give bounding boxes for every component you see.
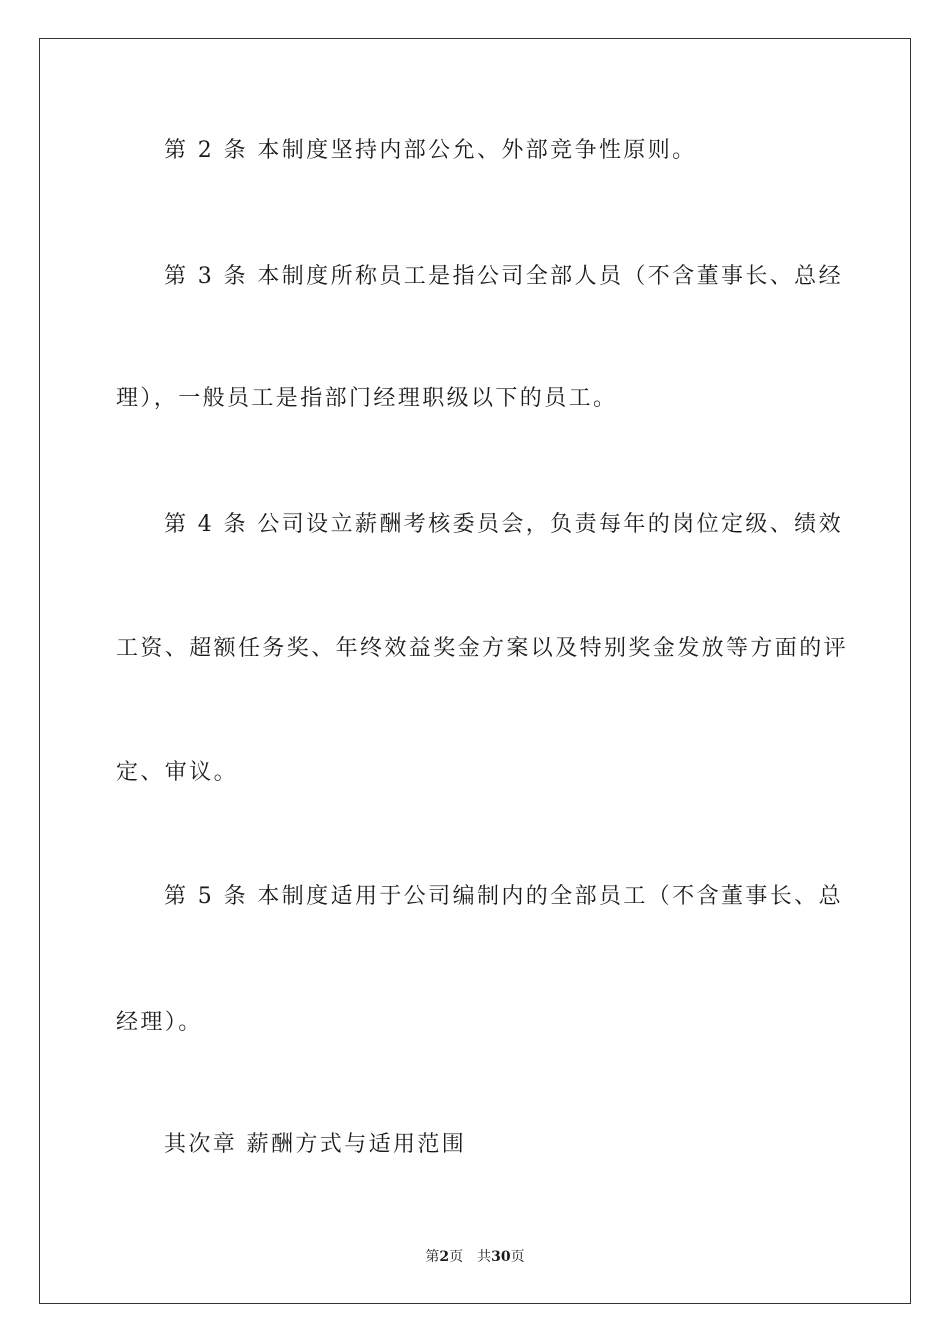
footer-total-prefix: 共	[477, 1249, 492, 1265]
footer-total-suffix: 页	[510, 1249, 525, 1265]
chapter-heading: 其次章 薪酬方式与适用范围	[164, 1132, 467, 1157]
footer-page-prefix: 第	[425, 1249, 440, 1265]
page-footer	[0, 1247, 950, 1267]
page-border	[39, 38, 911, 1304]
article-4-line-2: 工资、超额任务奖、年终效益奖金方案以及特别奖金发放等方面的评	[116, 636, 849, 661]
article-5-line-2: 经理）。	[116, 1010, 203, 1035]
article-4-line-3: 定、审议。	[116, 760, 239, 785]
footer-page-suffix: 页	[449, 1249, 464, 1265]
article-5-line-1: 第 5 条 本制度适用于公司编制内的全部员工（不含董事长、总	[164, 884, 843, 909]
article-2-line: 第 2 条 本制度坚持内部公允、外部竞争性原则。	[164, 138, 697, 163]
article-3-line-1: 第 3 条 本制度所称员工是指公司全部人员（不含董事长、总经	[164, 264, 843, 289]
footer-page-total: 30	[491, 1249, 511, 1265]
footer-page-current: 2	[439, 1249, 450, 1265]
article-4-line-1: 第 4 条 公司设立薪酬考核委员会，负责每年的岗位定级、绩效	[164, 512, 843, 537]
article-3-line-2: 理），一般员工是指部门经理职级以下的员工。	[116, 386, 618, 411]
